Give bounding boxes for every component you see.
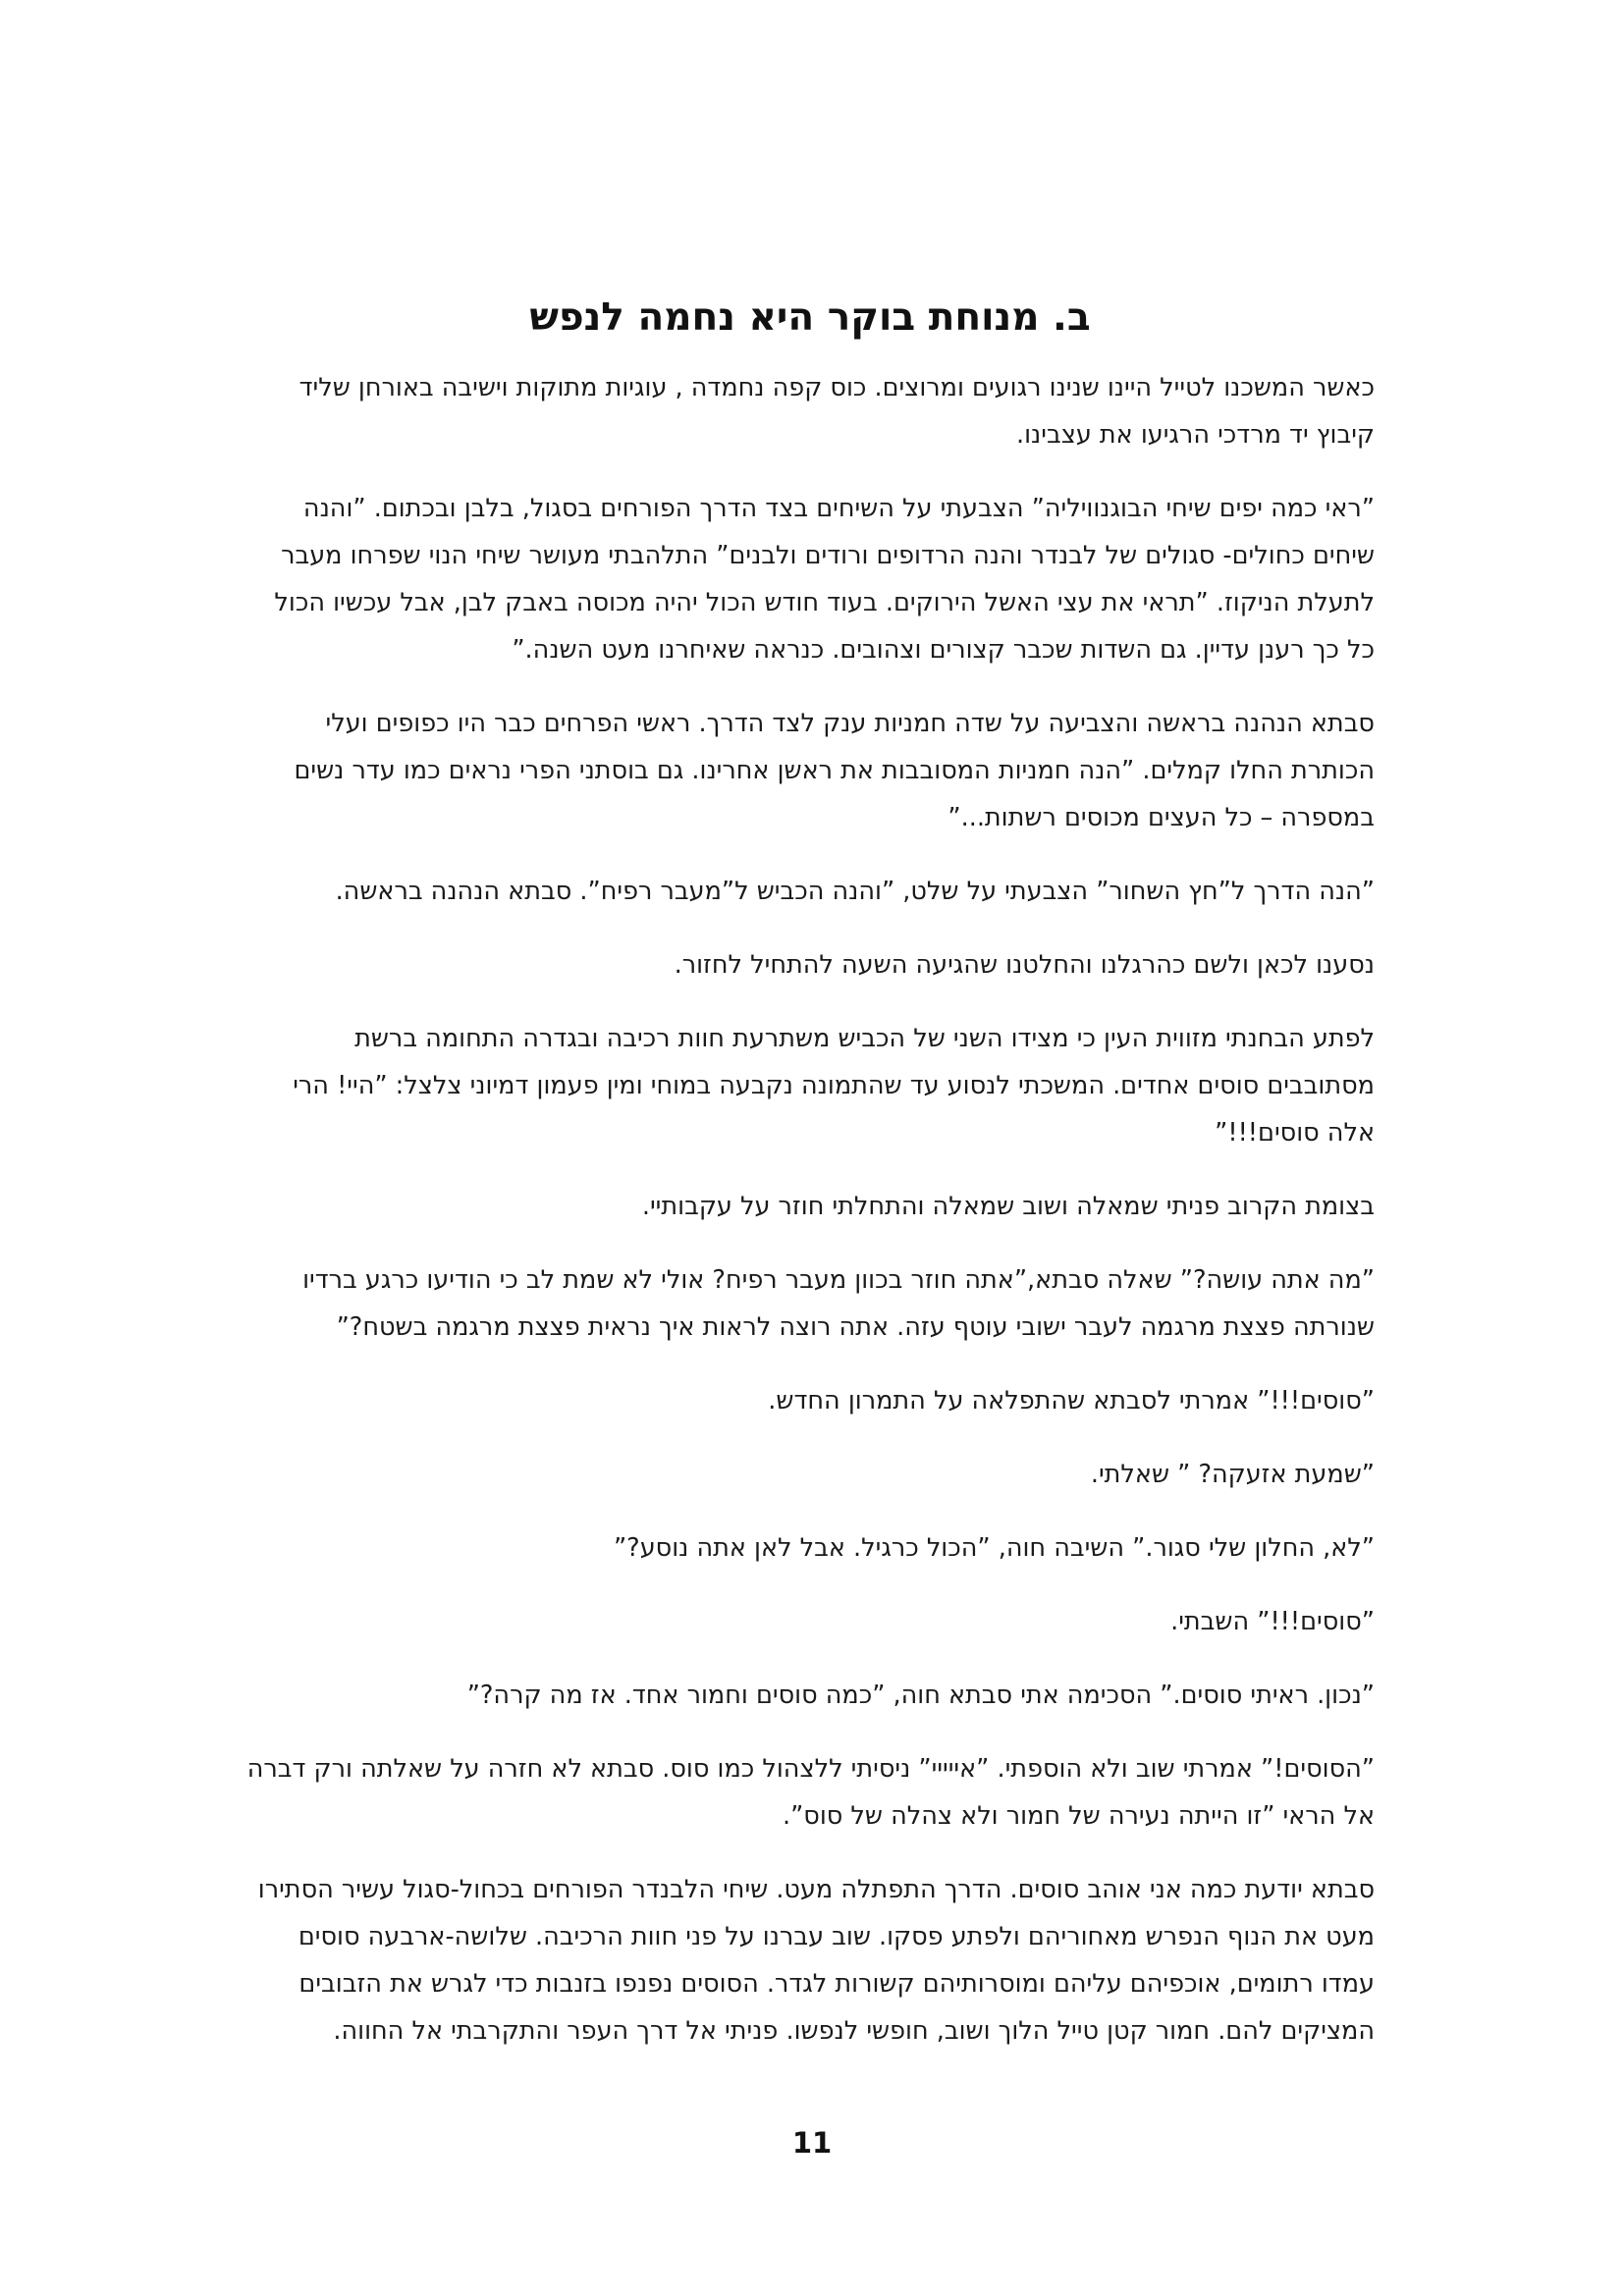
paragraph: ”הנה הדרך ל”חץ השחור” הצבעתי על שלט, ”והנה הכביש ל”מעבר רפיח”. סבתא הנהנה בראשה. — [335, 876, 1375, 906]
paragraph: ”סוסים!!!” אמרתי לסבתא שהתפלאה על התמרון החדש. — [768, 1385, 1375, 1415]
document-page — [245, 294, 1375, 2081]
chapter-title: ב. מנוחת בוקר היא נחמה לנפש — [529, 295, 1091, 340]
paragraph: סבתא יודעת כמה אני אוהב סוסים. הדרך התפתלה מעט. שיחי הלבנדר הפורחים בכחול-סגול עשיר הסתירו מעט את הנוף הנפרש מאחוריהם ולפתע פסקו. שוב עברנו על פני חוות הרכיבה. שלושה-ארבעה סוסים עמדו רתומים, אוכפיהם עליהם ומוסרותיהם קשורות לגדר. הסוסים נפנפו בזנבות כדי לגרש את הזבובים המציקים להם. חמור קטן טייל הלוך ושוב, חופשי לנפשו. פניתי אל דרך העפר והתקרבתי אל החווה. — [257, 1874, 1375, 2046]
page-number: 11 — [791, 2126, 833, 2160]
paragraph: ”ראי כמה יפים שיחי הבוגנוויליה” הצבעתי על השיחים בצד הדרך הפורחים בסגול, בלבן ובכתום. ”והנה שיחים כחולים- סגולים של לבנדר והנה הרדופים ורודים ולבנים” התלהבתי מעושר שיחי הנוי שפרחו מעבר לתעלת הניקוז. ”תראי את עצי האשל הירוקים. בעוד חודש הכול יהיה מכוסה באבק לבן, אבל עכשיו הכול כל כך רענן עדיין. גם השדות שכבר קצורים וצהובים. כנראה שאיחרנו מעט השנה.” — [274, 493, 1375, 665]
body-text — [245, 364, 1375, 2055]
paragraph: ”לא, החלון שלי סגור.” השיבה חוה, ”הכול כרגיל. אבל לאן אתה נוסע?” — [613, 1532, 1375, 1563]
paragraph: כאשר המשכנו לטייל היינו שנינו רגועים ומרוצים. כוס קפה נחמדה , עוגיות מתוקות וישיבה באורחן שליד קיבוץ יד מרדכי הרגיעו את עצבינו. — [298, 372, 1375, 450]
paragraph: בצומת הקרוב פניתי שמאלה ושוב שמאלה והתחלתי חוזר על עקבותיי. — [641, 1191, 1375, 1221]
paragraph: סבתא הנהנה בראשה והצביעה על שדה חמניות ענק לצד הדרך. ראשי הפרחים כבר היו כפופים ועלי הכותרת החלו קמלים. ”הנה חמניות המסובבות את ראשן אחרינו. גם בוסתני הפרי נראים כמו עדר נשים במספרה – כל העצים מכוסים רשתות...” — [294, 708, 1375, 832]
paragraph: ”שמעת אזעקה? ” שאלתי. — [1090, 1459, 1375, 1489]
paragraph: נסענו לכאן ולשם כהרגלנו והחלטנו שהגיעה השעה להתחיל לחזור. — [674, 949, 1375, 980]
paragraph: ”נכון. ראיתי סוסים.” הסכימה אתי סבתא חוה, ”כמה סוסים וחמור אחד. אז מה קרה?” — [466, 1680, 1375, 1710]
paragraph: לפתע הבחנתי מזווית העין כי מצידו השני של הכביש משתרעת חוות רכיבה ובגדרה התחומה ברשת מסתובבים סוסים אחדים. המשכתי לנסוע עד שהתמונה נקבעה במוחי ומין פעמון דמיוני צלצל: ”היי! הרי אלה סוסים!!!” — [293, 1023, 1375, 1148]
paragraph: ”מה אתה עושה?” שאלה סבתא,”אתה חוזר בכוון מעבר רפיח? אולי לא שמת לב כי הודיעו כרגע ברדיו שנורתה פצצת מרגמה לעבר ישובי עוטף עזה. אתה רוצה לראות איך נראית פצצת מרגמה בשטח?” — [302, 1264, 1375, 1342]
paragraph: ”סוסים!!!” השבתי. — [1170, 1606, 1375, 1636]
paragraph: ”הסוסים!” אמרתי שוב ולא הוספתי. ”אייייי” ניסיתי ללצהול כמו סוס. סבתא לא חזרה על שאלתה ורק דברה אל הראי ”זו הייתה נעירה של חמור ולא צהלה של סוס”. — [246, 1753, 1375, 1831]
